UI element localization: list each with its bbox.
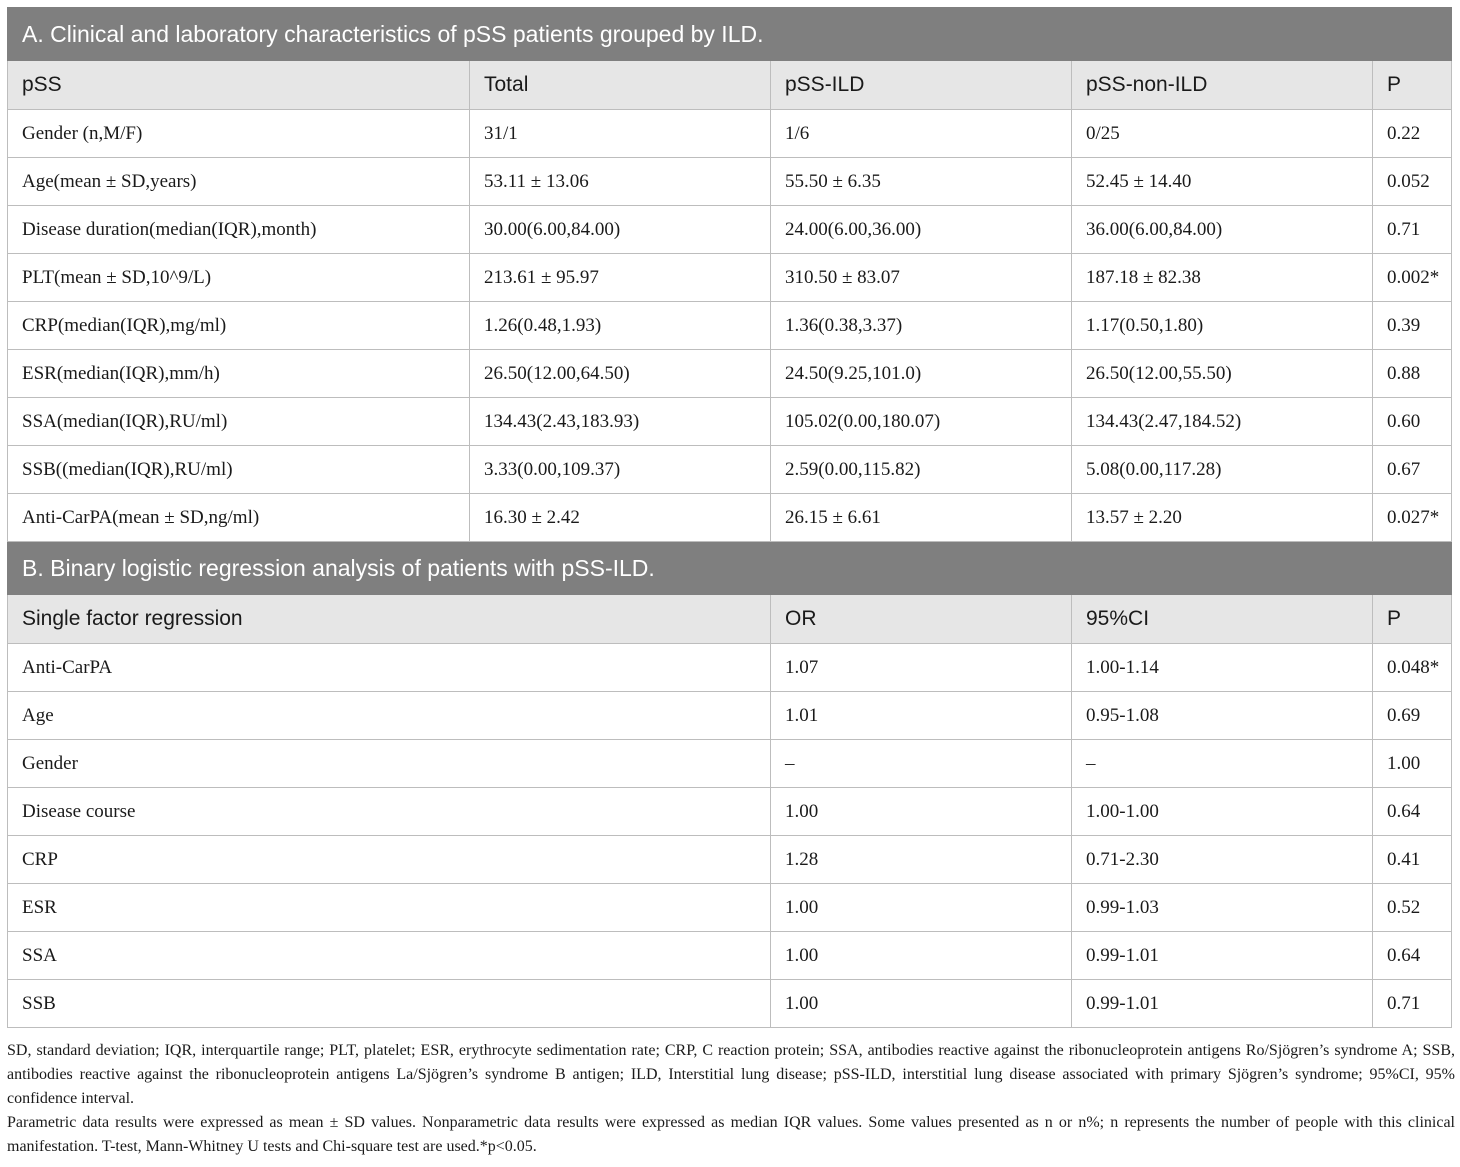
- table-cell: 0.39: [1373, 302, 1452, 350]
- table-cell: Anti-CarPA: [8, 644, 771, 692]
- table-cell: 30.00(6.00,84.00): [470, 206, 771, 254]
- table-cell: Gender (n,M/F): [8, 110, 470, 158]
- table-cell: 52.45 ± 14.40: [1072, 158, 1373, 206]
- table-cell: 0.71: [1373, 980, 1452, 1028]
- section-a-title: A. Clinical and laboratory characteristics of pSS patients grouped by ILD.: [8, 8, 1452, 61]
- table-row: [8, 398, 1452, 446]
- table-cell: Anti-CarPA(mean ± SD,ng/ml): [8, 494, 470, 542]
- table-cell: 0.99-1.01: [1072, 932, 1373, 980]
- table-cell: 0.64: [1373, 932, 1452, 980]
- table-cell: 53.11 ± 13.06: [470, 158, 771, 206]
- table-cell: 55.50 ± 6.35: [771, 158, 1072, 206]
- table-cell: 134.43(2.47,184.52): [1072, 398, 1373, 446]
- table-cell: 0.52: [1373, 884, 1452, 932]
- table-cell: 24.00(6.00,36.00): [771, 206, 1072, 254]
- table-cell: 1.07: [771, 644, 1072, 692]
- table-row: [8, 836, 1452, 884]
- table-cell: 0.88: [1373, 350, 1452, 398]
- table-cell: 1.17(0.50,1.80): [1072, 302, 1373, 350]
- table-cell: Gender: [8, 740, 771, 788]
- table-cell: 0.71-2.30: [1072, 836, 1373, 884]
- table-cell: –: [771, 740, 1072, 788]
- table-cell: Disease course: [8, 788, 771, 836]
- table-row: [8, 644, 1452, 692]
- table-cell: 187.18 ± 82.38: [1072, 254, 1373, 302]
- table-cell: 105.02(0.00,180.07): [771, 398, 1072, 446]
- table-cell: 0.69: [1373, 692, 1452, 740]
- table-cell: 31/1: [470, 110, 771, 158]
- table-cell: 1/6: [771, 110, 1072, 158]
- table-cell: 0.41: [1373, 836, 1452, 884]
- table-row: [8, 494, 1452, 542]
- table-row: [8, 884, 1452, 932]
- table-cell: 3.33(0.00,109.37): [470, 446, 771, 494]
- methods-note: Parametric data results were expressed as mean ± SD values. Nonparametric data results were expressed as median IQR values. Some values presented as n or n%; n represents the number of people with this clinical manifestation. T-test, Mann-Whitney U tests and Chi-square test are used.*p<0.05.: [7, 1114, 1455, 1155]
- table-cell: 1.00-1.00: [1072, 788, 1373, 836]
- table-cell: CRP: [8, 836, 771, 884]
- table-cell: 1.00: [771, 980, 1072, 1028]
- header-cell: pSS: [8, 61, 470, 110]
- table-cell: 134.43(2.43,183.93): [470, 398, 771, 446]
- table-cell: 1.00-1.14: [1072, 644, 1373, 692]
- table-cell: 0.60: [1373, 398, 1452, 446]
- section-a-header-row: [8, 61, 1452, 110]
- table-row: [8, 110, 1452, 158]
- table-cell: 0/25: [1072, 110, 1373, 158]
- table-row: [8, 980, 1452, 1028]
- table-cell: 1.28: [771, 836, 1072, 884]
- section-b-header-row: [8, 595, 1452, 644]
- table-cell: SSA(median(IQR),RU/ml): [8, 398, 470, 446]
- table-row: [8, 350, 1452, 398]
- table-footnotes: [7, 1039, 1455, 1159]
- header-cell: P: [1373, 61, 1452, 110]
- table-cell: 0.95-1.08: [1072, 692, 1373, 740]
- header-cell: pSS-ILD: [771, 61, 1072, 110]
- table-cell: 13.57 ± 2.20: [1072, 494, 1373, 542]
- table-row: [8, 692, 1452, 740]
- table-cell: 1.00: [771, 884, 1072, 932]
- table-cell: 24.50(9.25,101.0): [771, 350, 1072, 398]
- table-cell: 310.50 ± 83.07: [771, 254, 1072, 302]
- table-cell: SSB: [8, 980, 771, 1028]
- section-b-title-row: [8, 542, 1452, 595]
- table-cell: 1.00: [771, 932, 1072, 980]
- table-cell: 1.00: [771, 788, 1072, 836]
- table-cell: 36.00(6.00,84.00): [1072, 206, 1373, 254]
- table-cell: Disease duration(median(IQR),month): [8, 206, 470, 254]
- header-cell: 95%CI: [1072, 595, 1373, 644]
- table-cell: 16.30 ± 2.42: [470, 494, 771, 542]
- header-cell: OR: [771, 595, 1072, 644]
- table-cell: 26.15 ± 6.61: [771, 494, 1072, 542]
- table-row: [8, 158, 1452, 206]
- data-table-container: [7, 7, 1451, 1028]
- table-cell: 1.00: [1373, 740, 1452, 788]
- header-cell: Single factor regression: [8, 595, 771, 644]
- table-cell: 0.048*: [1373, 644, 1452, 692]
- table-cell: 26.50(12.00,64.50): [470, 350, 771, 398]
- table-cell: 26.50(12.00,55.50): [1072, 350, 1373, 398]
- section-a-title-row: [8, 8, 1452, 61]
- table-cell: 0.99-1.03: [1072, 884, 1373, 932]
- characteristics-table: [7, 7, 1452, 1028]
- table-cell: 0.002*: [1373, 254, 1452, 302]
- table-cell: ESR: [8, 884, 771, 932]
- table-cell: ESR(median(IQR),mm/h): [8, 350, 470, 398]
- table-cell: 0.67: [1373, 446, 1452, 494]
- table-cell: PLT(mean ± SD,10^9/L): [8, 254, 470, 302]
- table-row: [8, 740, 1452, 788]
- section-b-title: B. Binary logistic regression analysis of patients with pSS-ILD.: [8, 542, 1452, 595]
- table-row: [8, 446, 1452, 494]
- table-cell: 0.052: [1373, 158, 1452, 206]
- table-cell: 0.027*: [1373, 494, 1452, 542]
- table-cell: 213.61 ± 95.97: [470, 254, 771, 302]
- table-row: [8, 206, 1452, 254]
- table-cell: 1.36(0.38,3.37): [771, 302, 1072, 350]
- table-row: [8, 788, 1452, 836]
- table-cell: 0.64: [1373, 788, 1452, 836]
- table-row: [8, 254, 1452, 302]
- table-cell: CRP(median(IQR),mg/ml): [8, 302, 470, 350]
- table-cell: Age(mean ± SD,years): [8, 158, 470, 206]
- header-cell: pSS-non-ILD: [1072, 61, 1373, 110]
- table-cell: 0.71: [1373, 206, 1452, 254]
- table-cell: 2.59(0.00,115.82): [771, 446, 1072, 494]
- table-cell: –: [1072, 740, 1373, 788]
- table-cell: 0.22: [1373, 110, 1452, 158]
- table-cell: Age: [8, 692, 771, 740]
- table-cell: SSB((median(IQR),RU/ml): [8, 446, 470, 494]
- header-cell: P: [1373, 595, 1452, 644]
- table-cell: SSA: [8, 932, 771, 980]
- table-cell: 0.99-1.01: [1072, 980, 1373, 1028]
- table-cell: 5.08(0.00,117.28): [1072, 446, 1373, 494]
- table-cell: 1.26(0.48,1.93): [470, 302, 771, 350]
- table-row: [8, 302, 1452, 350]
- table-cell: 1.01: [771, 692, 1072, 740]
- header-cell: Total: [470, 61, 771, 110]
- table-row: [8, 932, 1452, 980]
- abbreviations-note: SD, standard deviation; IQR, interquartile range; PLT, platelet; ESR, erythrocyte sedimentation rate; CRP, C reaction protein; SSA, antibodies reactive against the ribonucleoprotein antigens Ro/Sjögren’s syndrome A; SSB, antibodies reactive against the ribonucleoprotein antigens La/Sjögren’s syndrome B antigen; ILD, Interstitial lung disease; pSS-ILD, interstitial lung disease associated with primary Sjögren’s syndrome; 95%CI, 95% confidence interval.: [7, 1042, 1455, 1107]
